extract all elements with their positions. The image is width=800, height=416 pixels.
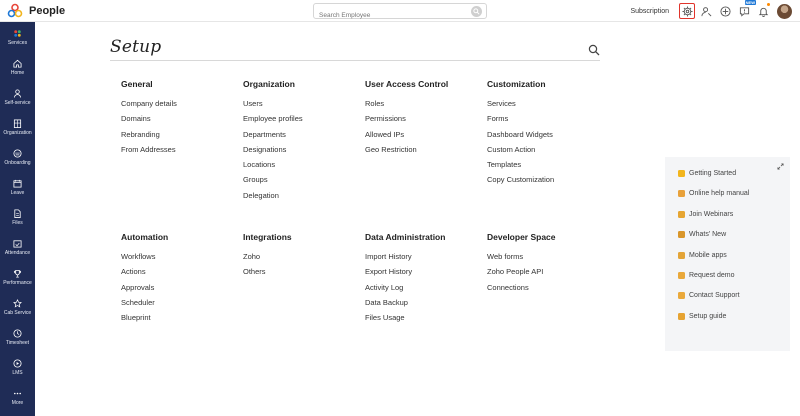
help-item-setup-guide[interactable] (678, 313, 726, 320)
building-icon (13, 119, 22, 130)
new-badge: NEW (745, 0, 755, 5)
help-item-join-webinars[interactable] (678, 211, 733, 218)
section-user-access-control (365, 79, 483, 160)
section-heading: Customization (487, 79, 546, 89)
help-item-label: Setup guide (689, 312, 727, 320)
home-icon (13, 59, 22, 70)
sidebar-item-files[interactable] (0, 202, 35, 232)
section-developer-space (487, 232, 605, 298)
section-integrations (243, 232, 361, 283)
sidebar-item-services[interactable] (0, 22, 35, 52)
setup-link-employee-profiles[interactable]: Employee profiles (243, 114, 303, 124)
setup-link-import-history[interactable]: Import History (365, 252, 412, 261)
sidebar-item-label: More (11, 399, 24, 406)
setup-link-services[interactable]: Services (487, 99, 516, 108)
settings-gear-icon[interactable] (679, 3, 695, 19)
setup-link-custom-action[interactable]: Custom Action (487, 144, 536, 154)
help-item-label: Getting Started (689, 170, 737, 177)
setup-link-delegation[interactable]: Delegation (243, 190, 279, 200)
help-item-icon (678, 211, 685, 218)
user-avatar[interactable] (777, 4, 792, 19)
setup-link-rebranding[interactable]: Rebranding (121, 129, 160, 139)
title-divider (110, 60, 600, 61)
setup-link-forms[interactable]: Forms (487, 114, 509, 124)
user-search-icon[interactable] (698, 3, 714, 19)
lms-icon (13, 359, 22, 370)
setup-link-export-history[interactable]: Export History (365, 267, 413, 277)
setup-link-departments[interactable]: Departments (243, 129, 286, 139)
sidebar-item-label: Performance (3, 279, 32, 286)
sidebar-item-lms[interactable] (0, 352, 35, 382)
section-organization (243, 79, 361, 206)
help-item-icon (678, 272, 685, 279)
help-item-contact-support[interactable] (678, 292, 740, 299)
setup-link-copy-customization[interactable]: Copy Customization (487, 175, 555, 185)
section-heading: Integrations (243, 232, 292, 242)
feed-chat-icon[interactable] (736, 0, 755, 19)
employee-search (313, 3, 487, 19)
section-heading: Automation (121, 232, 169, 242)
section-customization (487, 79, 605, 191)
setup-link-zoho-people-api[interactable]: Zoho People API (487, 267, 544, 277)
help-item-icon (678, 252, 685, 259)
sidebar-item-onboarding[interactable] (0, 142, 35, 172)
sidebar-item-label: Files (12, 219, 23, 226)
sidebar-item-cab-service[interactable] (0, 292, 35, 322)
file-icon (13, 209, 22, 220)
help-item-icon (678, 313, 685, 320)
sidebar-item-label: Organization (3, 129, 32, 136)
section-heading: General (121, 79, 153, 89)
setup-link-connections[interactable]: Connections (487, 282, 529, 292)
help-item-label: Online help manual (689, 190, 750, 198)
page-title: Setup (110, 37, 162, 57)
help-item-whats-new[interactable] (678, 231, 726, 238)
setup-link-files-usage[interactable]: Files Usage (365, 313, 405, 323)
setup-link-actions[interactable]: Actions (121, 267, 146, 277)
subscription-link[interactable]: Subscription (630, 7, 669, 15)
notification-bell-icon[interactable] (755, 3, 771, 19)
sidebar-item-label: Attendance (4, 249, 31, 256)
sidebar-item-label: Leave (10, 189, 25, 196)
clock-icon (13, 329, 22, 340)
section-heading: Data Administration (365, 232, 446, 242)
setup-link-allowed-ips[interactable]: Allowed IPs (365, 129, 405, 139)
setup-link-permissions[interactable]: Permissions (365, 114, 406, 124)
setup-link-designations[interactable]: Designations (243, 144, 287, 154)
setup-link-dashboard-widgets[interactable]: Dashboard Widgets (487, 129, 553, 139)
help-item-label: Mobile apps (689, 251, 727, 259)
help-item-label: Contact Support (689, 292, 740, 300)
setup-link-from-addresses[interactable]: From Addresses (121, 144, 176, 154)
sidebar-item-label: Onboarding (4, 159, 31, 166)
help-item-online-help-manual[interactable] (678, 190, 749, 197)
top-actions (630, 2, 792, 20)
help-item-request-demo[interactable] (678, 272, 735, 279)
setup-link-templates[interactable]: Templates (487, 160, 522, 170)
setup-link-workflows[interactable]: Workflows (121, 252, 156, 261)
help-item-icon (678, 170, 685, 177)
setup-link-zoho[interactable]: Zoho (243, 252, 261, 261)
sidebar-item-timesheet[interactable] (0, 322, 35, 352)
sidebar-item-more[interactable] (0, 382, 35, 412)
attendance-icon (13, 239, 22, 250)
sidebar-item-label: Self-service (4, 99, 31, 106)
sidebar-item-home[interactable] (0, 52, 35, 82)
onboarding-icon (13, 149, 22, 160)
setup-link-users[interactable]: Users (243, 99, 263, 108)
sidebar-item-attendance[interactable] (0, 232, 35, 262)
notification-dot (767, 3, 770, 6)
setup-link-groups[interactable]: Groups (243, 175, 268, 185)
help-item-label: Join Webinars (689, 210, 734, 218)
help-item-mobile-apps[interactable] (678, 252, 727, 259)
help-item-icon (678, 190, 685, 197)
sidebar-item-label: Cab Service (3, 309, 32, 316)
setup-search-icon[interactable] (588, 44, 600, 56)
help-item-label: Request demo (689, 272, 735, 279)
setup-link-blueprint[interactable]: Blueprint (121, 313, 151, 323)
expand-icon[interactable] (777, 163, 784, 170)
brand[interactable] (7, 3, 65, 19)
setup-link-web-forms[interactable]: Web forms (487, 252, 524, 261)
top-bar (0, 0, 800, 22)
sidebar-item-leave[interactable] (0, 172, 35, 202)
sidebar-item-label: Home (10, 69, 25, 76)
help-item-label: Whats' New (689, 231, 727, 239)
section-heading: User Access Control (365, 79, 449, 89)
people-logo-icon (7, 3, 23, 19)
sidebar-item-self-service[interactable] (0, 82, 35, 112)
help-item-getting-started[interactable] (678, 170, 736, 177)
add-circle-icon[interactable] (717, 3, 733, 19)
user-icon (13, 89, 22, 100)
trophy-icon (13, 269, 22, 280)
help-item-icon (678, 231, 685, 238)
more-icon (13, 389, 22, 400)
section-general (121, 79, 239, 160)
setup-link-roles[interactable]: Roles (365, 99, 385, 108)
grid-icon (13, 29, 22, 40)
sidebar-item-organization[interactable] (0, 112, 35, 142)
setup-link-data-backup[interactable]: Data Backup (365, 297, 408, 307)
section-automation (121, 232, 239, 328)
sidebar-item-label: LMS (12, 369, 23, 376)
setup-link-geo-restriction[interactable]: Geo Restriction (365, 144, 417, 154)
setup-link-locations[interactable]: Locations (243, 160, 276, 170)
setup-link-approvals[interactable]: Approvals (121, 282, 155, 292)
setup-link-domains[interactable]: Domains (121, 114, 151, 124)
sidebar-item-label: Timesheet (5, 339, 30, 346)
help-panel (665, 157, 790, 351)
section-heading: Developer Space (487, 232, 556, 242)
help-item-icon (678, 292, 685, 299)
setup-link-scheduler[interactable]: Scheduler (121, 297, 155, 307)
left-sidebar (0, 22, 35, 416)
leave-icon (13, 179, 22, 190)
search-input[interactable] (314, 9, 464, 23)
app-name: People (29, 5, 66, 17)
setup-link-company-details[interactable]: Company details (121, 99, 177, 108)
sidebar-item-label: Services (7, 39, 28, 46)
section-heading: Organization (243, 79, 295, 89)
section-data-administration (365, 232, 483, 328)
star-icon (13, 299, 22, 310)
setup-link-activity-log[interactable]: Activity Log (365, 282, 404, 292)
setup-link-others[interactable]: Others (243, 267, 266, 277)
sidebar-item-performance[interactable] (0, 262, 35, 292)
search-icon[interactable] (471, 6, 482, 17)
